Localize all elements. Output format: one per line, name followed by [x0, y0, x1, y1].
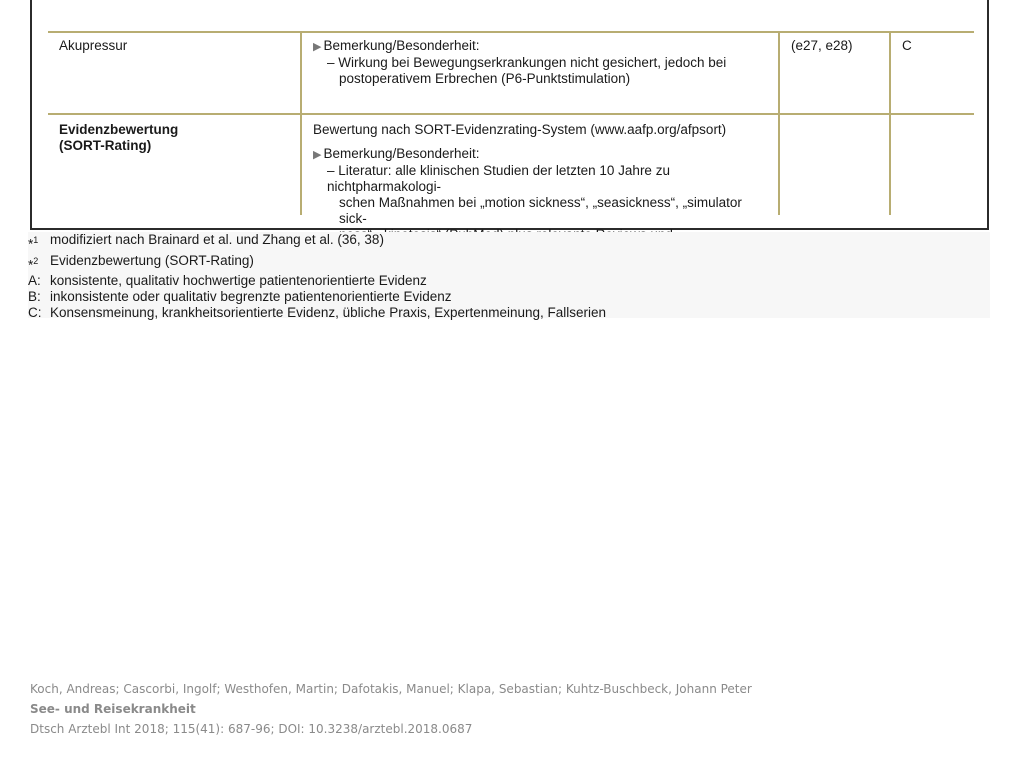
- measure-label: Akupressur: [59, 38, 128, 53]
- right-triangle-icon: ▶: [313, 41, 322, 53]
- footnote-item: *$^1$ modifiziert nach Brainard et al. und Zhang et al. (36, 38): [28, 232, 384, 252]
- table-rule-top: [48, 31, 974, 33]
- recommendation-table: [30, 0, 989, 230]
- measure-label: Evidenzbewertung: [59, 122, 179, 137]
- footer-authors: Koch, Andreas; Cascorbi, Ingolf; Westhofen, Martin; Dafotakis, Manuel; Klapa, Sebastian; Kuhtz-Buschbeck, Johann Peter: [30, 682, 752, 696]
- column-divider-2: [778, 31, 780, 215]
- remark-line: schen Maßnahmen bei „motion sickness“, „seasickness“, „simulator sick-: [339, 195, 742, 226]
- table-rule-middle: [48, 113, 974, 115]
- citation-footer: [30, 679, 752, 739]
- right-triangle-icon: ▶: [313, 149, 322, 161]
- references-cell: [791, 38, 853, 54]
- footnote-text: Evidenzbewertung (SORT-Rating): [50, 252, 254, 268]
- remark-line: postoperativem Erbrechen (P6-Punktstimulation): [339, 71, 631, 86]
- footnote-item: *$^2$ Evidenzbewertung (SORT-Rating): [28, 252, 254, 272]
- footer-title: See- und Reisekrankheit: [30, 702, 196, 716]
- footnote-item: B: inkonsistente oder qualitativ begrenzte patientenorientierte Evidenz: [28, 289, 452, 304]
- references-label: (e27, e28): [791, 38, 853, 53]
- measure-label: (SORT-Rating): [59, 138, 152, 153]
- footnote-item: A: konsistente, qualitativ hochwertige patientenorientierte Evidenz: [28, 273, 427, 288]
- measure-cell: [59, 122, 178, 154]
- remark-heading: Bemerkung/Besonderheit:: [323, 38, 480, 53]
- footnote-text: konsistente, qualitativ hochwertige patientenorientierte Evidenz: [50, 273, 427, 288]
- remark-heading: Bemerkung/Besonderheit:: [323, 146, 480, 161]
- rating-text: Bewertung nach SORT-Evidenzrating-System (www.aafp.org/afpsort): [313, 122, 727, 137]
- measure-cell: [59, 38, 127, 54]
- column-divider-1: [300, 31, 302, 215]
- footer-citation: Dtsch Arztebl Int 2018; 115(41): 687-96; DOI: 10.3238/arztebl.2018.0687: [30, 722, 473, 736]
- remark-cell: [313, 38, 773, 87]
- footnote-text: inkonsistente oder qualitativ begrenzte patientenorientierte Evidenz: [50, 289, 452, 304]
- footnote-item: C: Konsensmeinung, krankheitsorientierte Evidenz, übliche Praxis, Expertenmeinung, Fallserien: [28, 305, 607, 320]
- table-footnotes: [28, 232, 990, 318]
- remark-line: – Literatur: alle klinischen Studien der letzten 10 Jahre zu nichtpharmakologi-: [327, 163, 670, 194]
- column-divider-3: [889, 31, 891, 215]
- grade-label: C: [902, 38, 912, 53]
- footnote-text: Konsensmeinung, krankheitsorientierte Evidenz, übliche Praxis, Expertenmeinung, Fallserien: [50, 305, 607, 320]
- grade-cell: [902, 38, 912, 54]
- footnote-text: modifiziert nach Brainard et al. und Zhang et al. (36, 38): [50, 232, 384, 247]
- remark-line: – Wirkung bei Bewegungserkrankungen nicht gesichert, jedoch bei: [327, 55, 727, 70]
